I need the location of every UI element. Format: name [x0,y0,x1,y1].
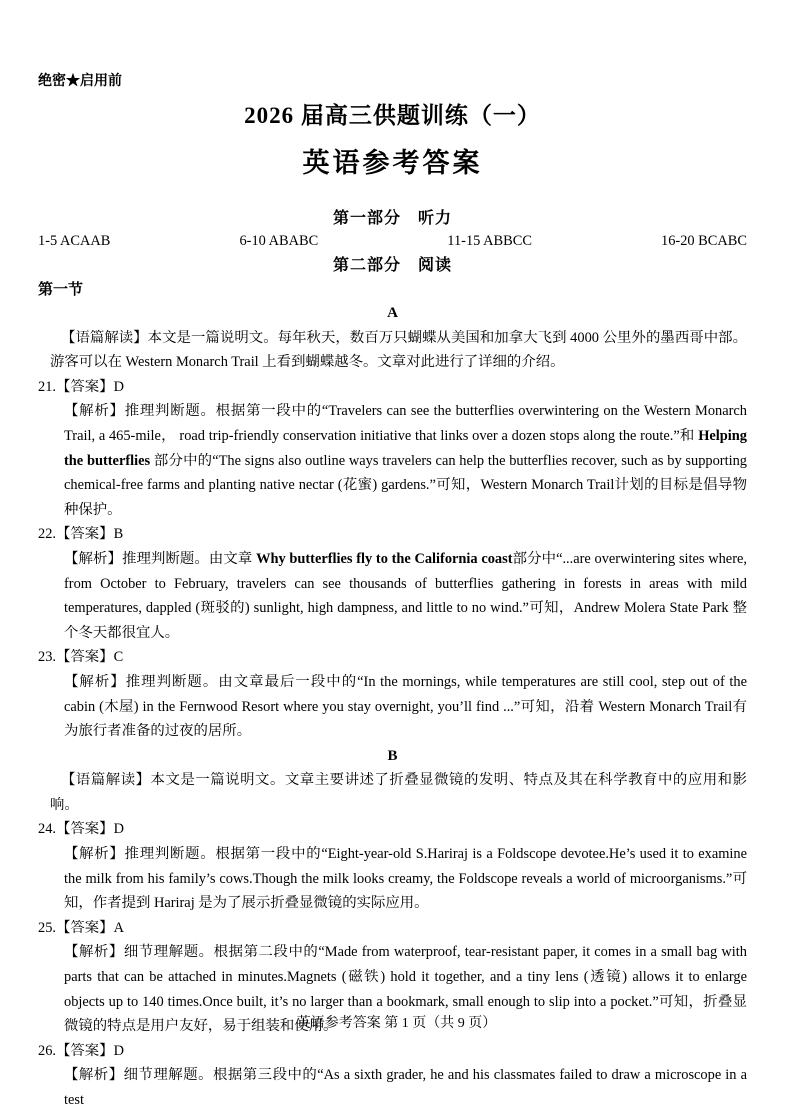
part1-listening-heading: 第一部分 听力 [332,210,452,227]
question-24-block [38,817,747,915]
listening-answers-6-10: 6-10 ABABC [239,233,319,249]
part2-reading-heading: 第二部分 阅读 [332,257,452,274]
listening-answers-11-15: 11-15 ABBCC [447,233,532,249]
question-21-analysis: 【解析】推理判断题。根据第一段中的“Travelers can see the butterflies overwintering on the Western Monarch Trail, a 465-mile， road trip-friendly conservation initiative that links over a dozen stops along the route.”和 Helping the butterflies 部分中的“The signs also outline ways travelers can help the butterflies recover, such as by supporting chemical-free farms and planting native nectar (花蜜) gardens.”可知，Western Monarch Trail计划的目标是倡导物种保护。 [64,403,747,518]
answer-label: 【答案】D [56,1042,124,1059]
question-23-block [38,645,747,743]
question-24-analysis: 【解析】推理判断题。根据第一段中的“Eight-year-old S.Hariraj is a Foldscope devotee.He’s used it to examine the milk from his family’s cows.Though the milk looks creamy, the Foldscope reveals a world of microorganisms.”可知，作者提到 Hariraj 是为了展示折叠显微镜的实际应用。 [64,846,747,912]
page-title: 2026 届高三供题训练（一） [244,103,541,128]
question-23-analysis: 【解析】推理判断题。由文章最后一段中的“In the mornings, while temperatures are still cool, step out of the cabin (木屋) in the Fernwood Resort where you stay overnight, you’ll find ...”可知，沿着 Western Monarch Trail有为旅行者准备的过夜的居所。 [64,673,747,740]
answer-label: 【答案】B [56,526,124,543]
question-number: 23. [38,649,56,666]
question-number: 26. [38,1042,56,1059]
answer-label: 【答案】A [56,919,124,936]
question-26-block [38,1039,747,1113]
question-number: 22. [38,526,56,543]
answer-label: 【答案】D [56,378,124,395]
reading-section1-label: 第一节 [38,282,84,298]
passage-a-overview: 【语篇解读】本文是一篇说明文。每年秋天，数百万只蝴蝶从美国和加拿大飞到 4000 公里外的墨西哥中部。游客可以在 Western Monarch Trail 上看到蝴蝶越冬。文章对此进行了详细的介绍。 [50,329,747,371]
question-number: 25. [38,919,56,936]
question-26-answer-line [38,1039,747,1064]
passage-b-overview: 【语篇解读】本文是一篇说明文。文章主要讲述了折叠显微镜的发明、特点及其在科学教育中的应用和影响。 [50,772,747,813]
question-25-analysis: 【解析】细节理解题。根据第二段中的“Made from waterproof, tear-resistant paper, it comes in a small bag with parts that can be attached in minutes.Magnets (磁铁) hold it together, and a tiny lens (透镜) allows it to enlarge objects up to 140 times.Once built, it’s no larger than a bookmark, small enough to slip into a pocket.”可知，折叠显微镜的特点是用户友好，易于组装和使用。 [64,944,747,1035]
question-21-block [38,375,747,523]
page-footer: 英语参考答案 第 1 页（共 9 页） [296,1016,497,1031]
listening-answers-1-5: 1-5 ACAAB [38,233,111,249]
question-24-answer-line [38,817,747,842]
question-22-block [38,522,747,645]
question-number: 21. [38,378,56,395]
passage-a-label: A [387,305,398,321]
question-22-analysis: 【解析】推理判断题。由文章 Why butterflies fly to the California coast部分中“...are overwintering sites where, from October to February, travelers can see thousands of butterflies gathering in forests in areas with mild temperatures, dappled (斑驳的) sunlight, high dampness, and little to no wind.”可知，Andrew Molera State Park 整个冬天都很宜人。 [64,550,747,641]
question-number: 24. [38,821,56,838]
passage-b-label: B [387,747,398,764]
question-21-answer-line [38,375,747,400]
page-subtitle: 英语参考答案 [302,148,483,178]
answer-label: 【答案】C [56,649,124,666]
answer-label: 【答案】D [56,821,124,838]
question-26-analysis: 【解析】细节理解题。根据第三段中的“As a sixth grader, he and his classmates failed to draw a microscope in a test [64,1067,747,1108]
question-25-answer-line [38,916,747,941]
listening-answers-16-20: 16-20 BCABC [661,233,747,249]
question-22-answer-line [38,522,747,547]
security-notice: 绝密★启用前 [38,74,122,89]
question-23-answer-line [38,645,747,670]
listening-answers-row [38,232,747,250]
